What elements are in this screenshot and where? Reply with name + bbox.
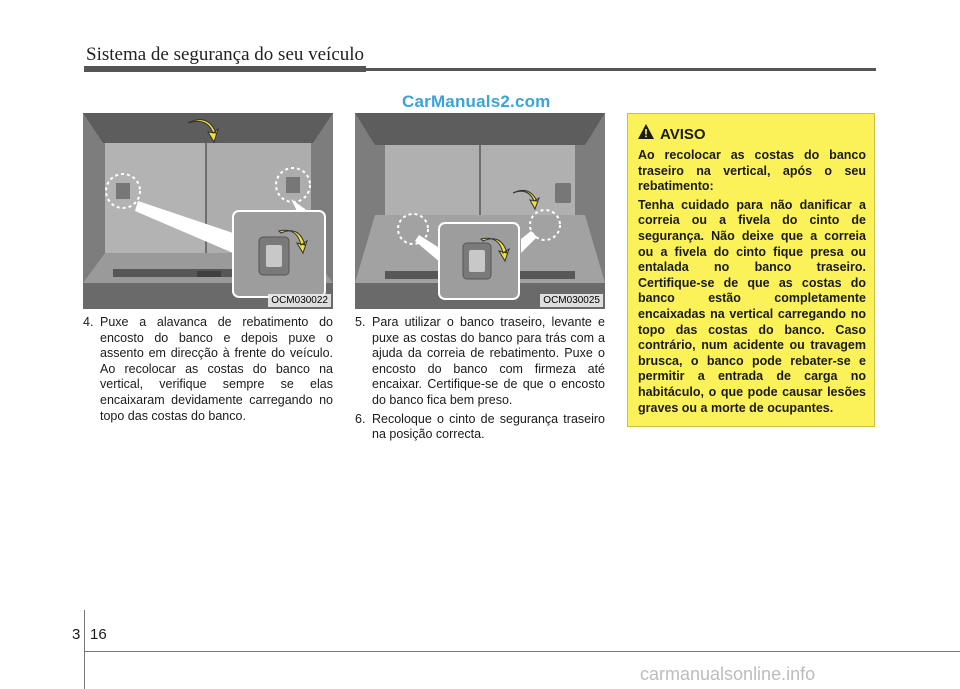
figure-code: OCM030022 (268, 294, 331, 307)
watermark-top: CarManuals2.com (402, 92, 551, 111)
instruction-step: 4. Puxe a alavanca de rebatimento do encosto do banco e depois puxe o assento em direcção à frente do veículo. Ao recolocar as costas do banco na vertical, verifique sempre se elas encaixaram devidamente carregando no topo das costas do banco. (83, 315, 333, 423)
footer-divider (84, 610, 85, 689)
warning-paragraph: Ao recolocar as costas do banco traseiro na vertical, após o seu rebatimento: (638, 148, 866, 194)
instruction-step: 5. Para utilizar o banco traseiro, levante e puxe as costas do banco para trás com a ajuda da correia de rebatimento. Puxe o encosto do banco com firmeza até encaixar. Certifique-se de que o encosto do banco fica bem preso. (355, 315, 605, 407)
page-header-title: Sistema de segurança do seu veículo (86, 44, 365, 65)
warning-box (627, 113, 875, 427)
instructions-left (83, 315, 333, 427)
header-rule (84, 68, 876, 71)
page-number: 16 (90, 626, 107, 643)
warning-paragraph: Tenha cuidado para não danificar a correia ou a fivela do cinto de segurança. Não deixe que a correia ou a fivela do cinto fique presa ou entalada no banco traseiro. Certifique-se de que as costas do banco estão completamente encaixadas na vertical carregando no topo das costas do banco. Caso contrário, num acidente ou travagem brusca, o banco pode rebater-se e permitir a entrada de carga no habitáculo, o que pode causar lesões graves ou a morte de ocupantes. (638, 197, 866, 415)
page-section-number: 3 (72, 626, 81, 643)
instruction-step: 6. Recoloque o cinto de segurança traseiro na posição correcta. (355, 411, 605, 442)
figure-seat-lever (83, 113, 333, 309)
cargo-area-illustration-2 (355, 113, 605, 309)
instructions-middle (355, 315, 605, 446)
watermark-bottom: carmanualsonline.info (640, 664, 816, 684)
figure-seat-strap (355, 113, 605, 309)
figure-code: OCM030025 (540, 294, 603, 307)
warning-title: AVISO (660, 125, 706, 143)
warning-triangle-icon (638, 124, 654, 144)
footer-rule (84, 651, 960, 652)
warning-header (638, 124, 866, 144)
cargo-area-illustration (83, 113, 333, 309)
